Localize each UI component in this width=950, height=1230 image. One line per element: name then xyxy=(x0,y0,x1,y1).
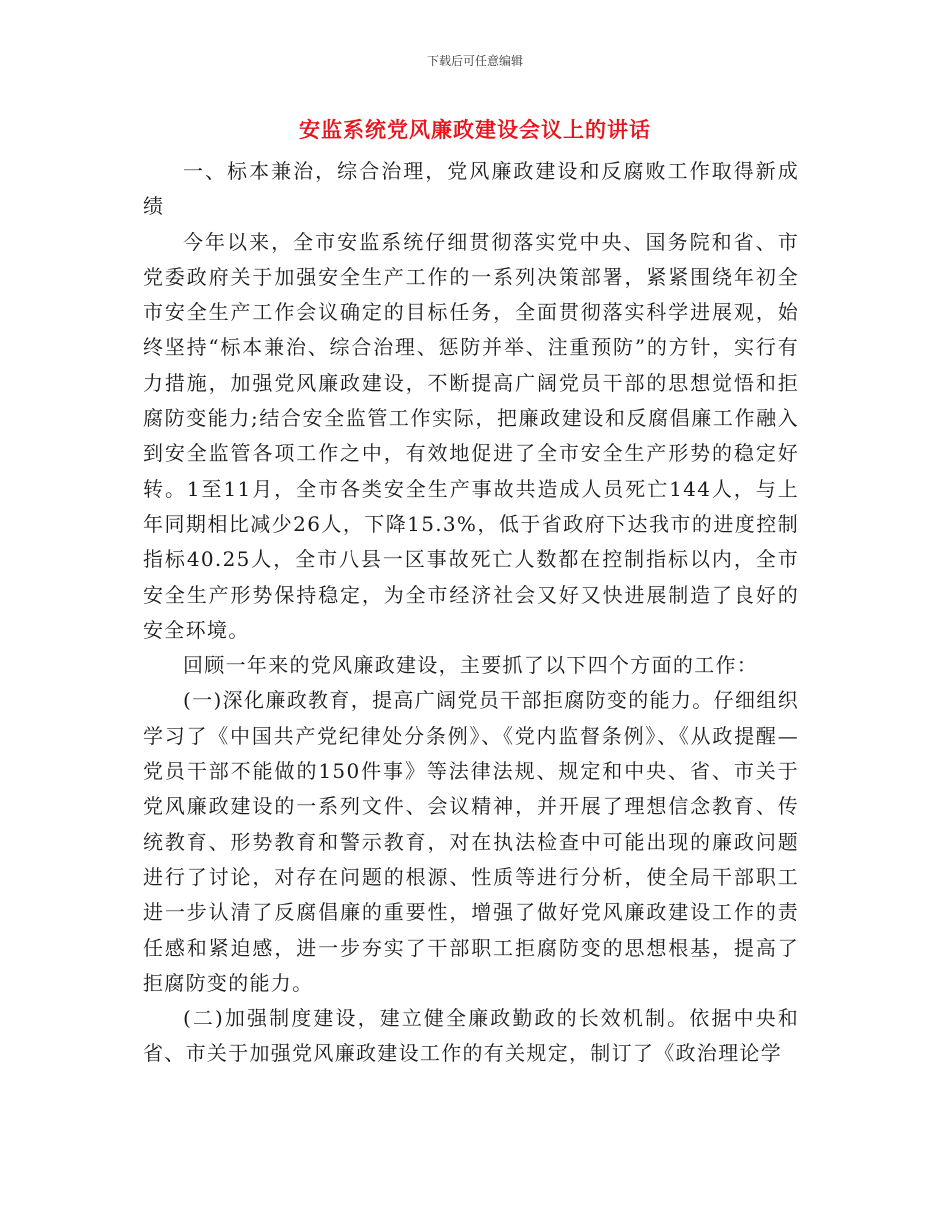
document-body xyxy=(143,154,799,1072)
paragraph-review-intro: 回顾一年来的党风廉政建设，主要抓了以下四个方面的工作： xyxy=(183,653,759,678)
paragraph-item-one: (一)深化廉政教育，提高广阔党员干部拒腐防变的能力。仔细组织学习了《中国共产党纪律处分条例》、《党内监督条例》、《从政提醒—党员干部不能做的150件事》等法律法规、规定和中央、省、市关于党风廉政建设的一系列文件、会议精神，并开展了理想信念教育、传统教育、形势教育和警示教育，对在执法检查中可能出现的廉政问题进行了讨论，对存在问题的根源、性质等进行分析，使全局干部职工进一步认清了反腐倡廉的重要性，增强了做好党风廉政建设工作的责任感和紧迫感，进一步夯实了干部职工拒腐防变的思想根基，提高了拒腐防变的能力。 xyxy=(143,688,799,995)
document-title: 安监系统党风廉政建设会议上的讲话 xyxy=(299,117,651,142)
paragraph-overview: 今年以来，全市安监系统仔细贯彻落实党中央、国务院和省、市党委政府关于加强安全生产工作的一系列决策部署，紧紧围绕年初全市安全生产工作会议确定的目标任务，全面贯彻落实科学进展观，始终坚持“标本兼治、综合治理、惩防并举、注重预防”的方针，实行有力措施，加强党风廉政建设，不断提高广阔党员干部的思想觉悟和拒腐防变能力;结合安全监管工作实际，把廉政建设和反腐倡廉工作融入到安全监管各项工作之中，有效地促进了全市安全生产形势的稳定好转。1至11月，全市各类安全生产事故共造成人员死亡144人，与上年同期相比减少26人，下降15.3%，低于省政府下达我市的进度控制指标40.25人，全市八县一区事故死亡人数都在控制指标以内，全市安全生产形势保持稳定，为全市经济社会又好又快进展制造了良好的安全环境。 xyxy=(143,229,799,642)
page-header-note: 下载后可任意编辑 xyxy=(426,54,523,68)
paragraph-item-two: (二)加强制度建设，建立健全廉政勤政的长效机制。依据中央和省、市关于加强党风廉政建设工作的有关规定，制订了《政治理论学 xyxy=(143,1006,799,1066)
paragraph-section-heading: 一、标本兼治，综合治理，党风廉政建设和反腐败工作取得新成绩 xyxy=(143,159,799,219)
